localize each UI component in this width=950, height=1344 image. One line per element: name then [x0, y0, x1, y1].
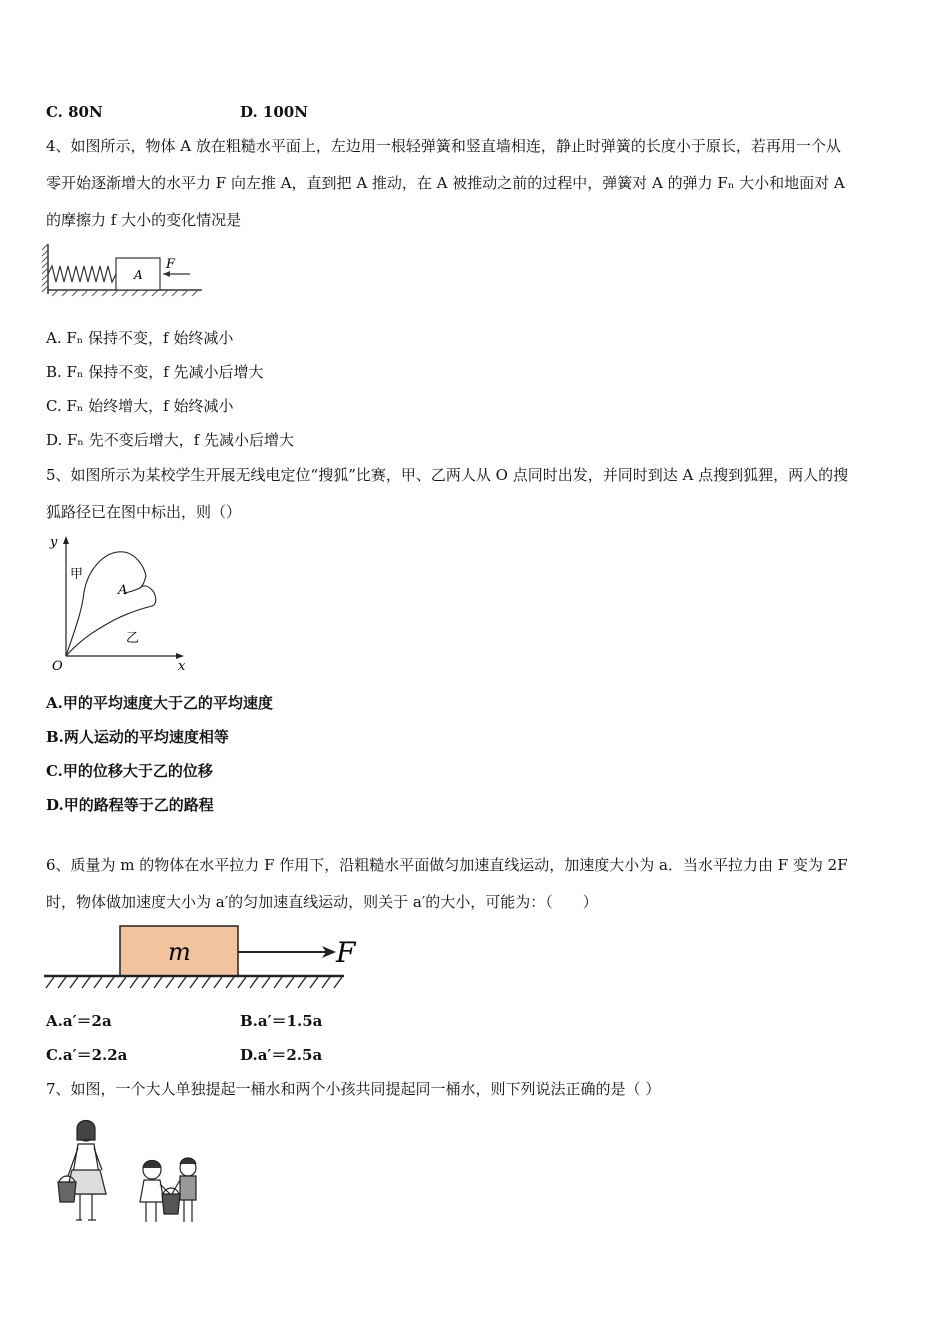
q4-stem-line-2: 零开始逐渐增大的水平力 F 向左推 A，直到把 A 推动，在 A 被推动之前的过程中，弹簧对 A 的弹力 Fₙ 大小和地面对 A	[46, 174, 845, 192]
q3-option-c: C. 80N	[46, 103, 103, 121]
force-f-label: F	[336, 936, 356, 969]
q4-stem-line-1: 4、如图所示，物体 A 放在粗糙水平面上，左边用一根轻弹簧和竖直墙相连，静止时弹簧的长度小于原长，若再用一个从	[46, 137, 841, 155]
path-jia-label: 甲	[70, 567, 84, 582]
q6-option-a: A.a′＝2a	[46, 1012, 112, 1030]
q4-option-c: C. Fₙ 始终增大，f 始终减小	[46, 397, 234, 415]
q4-option-d: D. Fₙ 先不变后增大，f 先减小后增大	[46, 431, 295, 449]
mass-label: m	[168, 938, 191, 966]
q6-option-d: D.a′＝2.5a	[240, 1046, 323, 1064]
q6-option-b: B.a′＝1.5a	[240, 1012, 323, 1030]
q6-stem-line-2: 时，物体做加速度大小为 a′的匀加速直线运动，则关于 a′的大小，可能为：（ ）	[46, 893, 598, 911]
path-yi-label: 乙	[126, 631, 140, 646]
mass-force-figure	[44, 922, 364, 992]
q5-stem-line-1: 5、如图所示为某校学生开展无线电定位“搜狐”比赛，甲、乙两人从 O 点同时出发，并同时到达 A 点搜到狐狸，两人的搜	[46, 466, 849, 484]
x-axis-label: x	[178, 659, 186, 674]
spring-block-figure	[40, 238, 210, 300]
q5-option-c: C.甲的位移大于乙的位移	[46, 762, 213, 780]
bucket-1	[58, 1182, 76, 1202]
path-jia-cont	[66, 586, 156, 656]
point-a-label: A	[118, 583, 128, 598]
path-figure	[44, 532, 200, 674]
q5-stem-line-2: 狐路径已在图中标出，则（）	[46, 503, 242, 521]
block-a-label: A	[134, 268, 143, 282]
force-f-label: F	[166, 257, 176, 272]
people-carrying-water-figure	[44, 1110, 214, 1234]
q7-stem: 7、如图，一个大人单独提起一桶水和两个小孩共同提起同一桶水，则下列说法正确的是（ ）	[46, 1080, 661, 1098]
origin-label: O	[52, 659, 63, 674]
spring	[48, 266, 116, 282]
child1-body	[140, 1180, 164, 1202]
q3-option-d: D. 100N	[240, 103, 308, 121]
q5-option-a: A.甲的平均速度大于乙的平均速度	[46, 694, 273, 712]
q6-stem-line-1: 6、质量为 m 的物体在水平拉力 F 作用下，沿粗糙水平面做匀加速直线运动，加速度大小为 a．当水平拉力由 F 变为 2F	[46, 856, 848, 874]
child2-body	[180, 1176, 196, 1200]
q4-option-a: A. Fₙ 保持不变，f 始终减小	[46, 329, 234, 347]
y-axis-label: y	[50, 535, 58, 550]
q4-option-b: B. Fₙ 保持不变，f 先减小后增大	[46, 363, 264, 381]
q4-stem-line-3: 的摩擦力 f 大小的变化情况是	[46, 211, 242, 229]
bucket-2	[162, 1194, 180, 1214]
q5-option-b: B.两人运动的平均速度相等	[46, 728, 229, 746]
q6-option-c: C.a′＝2.2a	[46, 1046, 128, 1064]
y-axis-arrow-icon	[63, 536, 69, 544]
q5-option-d: D.甲的路程等于乙的路程	[46, 796, 214, 814]
